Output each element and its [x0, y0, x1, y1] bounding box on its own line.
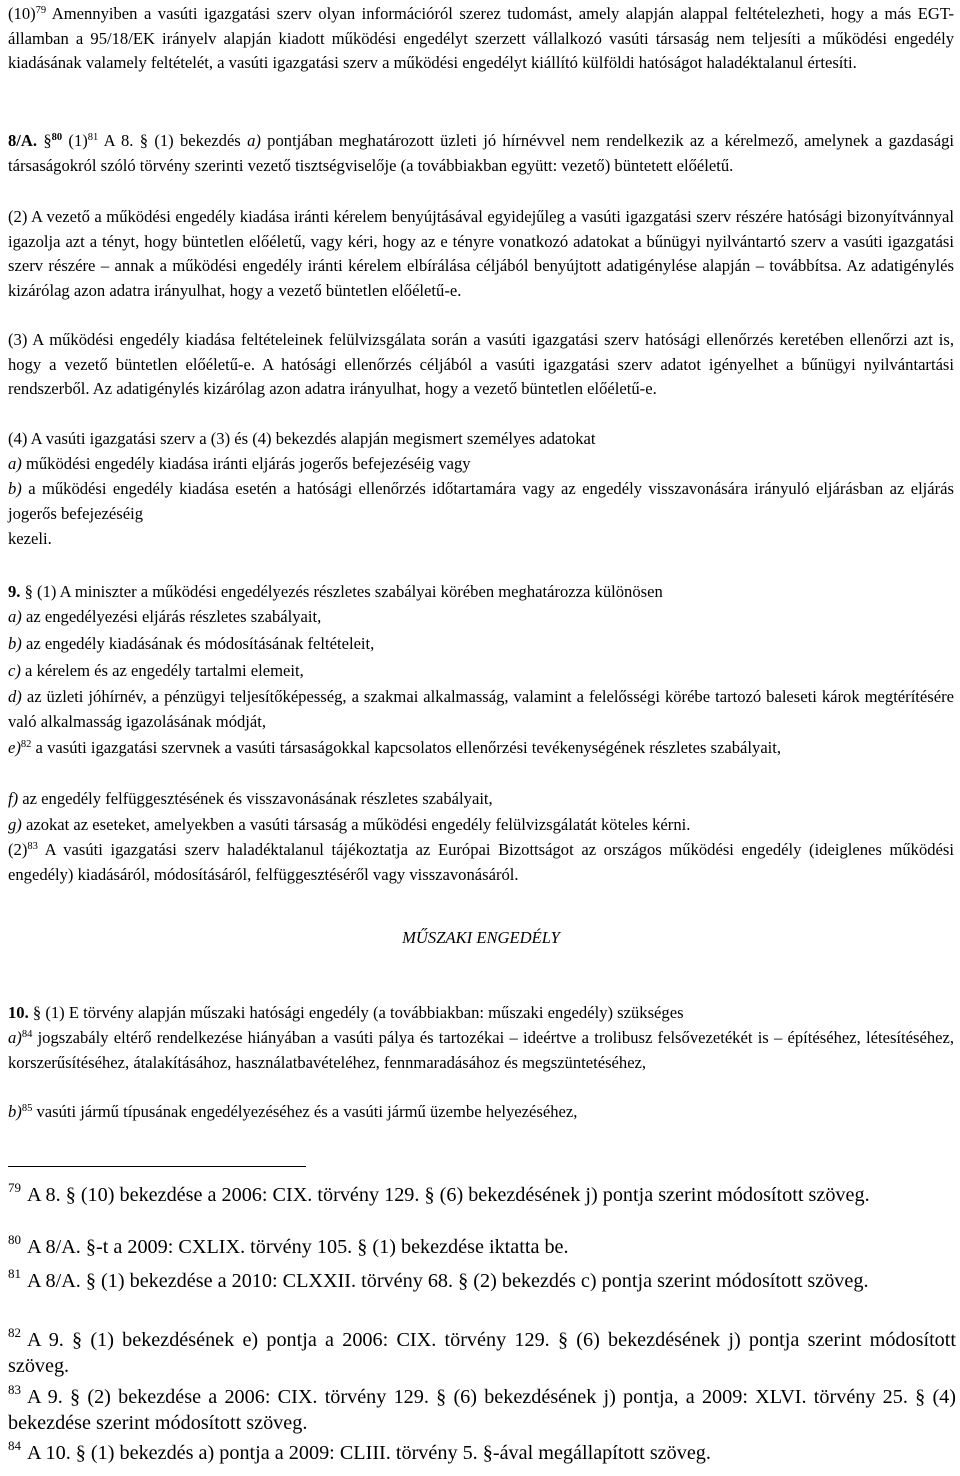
point-text: az üzleti jóhírnév, a pénzügyi teljesítőképesség, a szakmai alkalmasság, valamint a felelősségi körébe tartozó baleseti károk megtérítésére való alkalmasság igazolásának módját,	[8, 687, 954, 731]
footnote-ref[interactable]: 85	[21, 1103, 33, 1114]
paragraph-number: (2)	[8, 840, 28, 859]
section-8a-2: (2) A vezető a működési engedély kiadása iránti kérelem benyújtásával egyidejűleg a vasúti igazgatási szerv részére hatósági bizonyítvánnyal igazolja azt a tényt, hogy büntetlen előéletű, vagy kéri, hogy az e tényre vonatkozó adatokat a bűnügyi nyilvántartó szerv a vasúti igazgatási szerv részére – annak a működési engedély iránti kérelem elbírálása céljából benyújtott adatigénylése alapján – továbbítsa. Az adatigénylés kizárólag azon adatra irányulhat, hogy a vezető büntetlen előéletű-e.	[8, 207, 954, 300]
section-9-item-a	[8, 605, 954, 630]
point-label: a)	[8, 454, 22, 473]
footnote-text: A 9. § (2) bekezdése a 2006: CIX. törvény 129. § (6) bekezdésének j) pontja, a 2009: XLVI. törvény 25. § (4) bekezdése szerint módosított szöveg.	[8, 1386, 956, 1434]
footnote-ref[interactable]: 83	[27, 841, 38, 852]
point-text: a vasúti igazgatási szervnek a vasúti társaságokkal kapcsolatos ellenőrzési tevékenységének részletes szabályait,	[31, 738, 782, 757]
point-label: b)	[8, 634, 22, 653]
section-8a-4b	[8, 477, 954, 526]
point-label: d)	[8, 687, 22, 706]
point-text: a kérelem és az engedély tartalmi elemeit,	[20, 661, 304, 680]
footnote-number: 82	[8, 1325, 21, 1340]
footnote-number: 79	[8, 1180, 21, 1195]
footnote-text: A 8/A. § (1) bekezdése a 2010: CLXXII. törvény 68. § (2) bekezdés c) pontja szerint módosított szöveg.	[27, 1270, 869, 1292]
point-text: jogszabály eltérő rendelkezése hiányában a vasúti pálya és tartozékai – ideértve a trolibusz felsővezetékét is – építéséhez, létesítéséhez, korszerűsítéséhez, átalakításához, használatbavételéhez, fennmaradásához és megszüntetéséhez,	[8, 1028, 954, 1072]
section-10-b	[8, 1100, 954, 1125]
section-8a-4a	[8, 452, 954, 477]
point-text: az engedélyezési eljárás részletes szabályait,	[21, 607, 322, 626]
footnote-80	[8, 1234, 956, 1260]
point-label: b)	[8, 1102, 22, 1121]
point-label: g)	[8, 815, 22, 834]
paragraph-text: A vasúti igazgatási szerv haladéktalanul tájékoztatja az Európai Bizottságot az országos működési engedély (ideiglenes működési engedély) kiadásáról, módosításáról, felfüggesztéséről vagy visszavonásáról.	[8, 840, 954, 884]
point-label: f)	[8, 789, 19, 808]
point-label: e)	[8, 738, 21, 757]
paragraph-8-10	[8, 2, 954, 76]
footnote-84	[8, 1440, 956, 1466]
point-text: az engedély kiadásának és módosításának feltételeit,	[21, 634, 375, 653]
footnote-text: A 8/A. §-t a 2009: CXLIX. törvény 105. § (1) bekezdése iktatta be.	[27, 1236, 569, 1258]
point-text: vasúti jármű típusának engedélyezéséhez és a vasúti jármű üzembe helyezéséhez,	[32, 1102, 578, 1121]
footnote-ref[interactable]: 81	[87, 132, 99, 143]
section-10-a	[8, 1026, 954, 1075]
section-8a-4-end: kezeli.	[8, 529, 52, 548]
section-title: MŰSZAKI ENGEDÉLY	[402, 928, 560, 947]
section-mark: §	[43, 131, 52, 150]
point-text: a működési engedély kiadása esetén a hatósági ellenőrzés időtartamára vagy az engedély visszavonására irányuló eljárásban az eljárás jogerős befejezéséig	[8, 479, 954, 523]
paragraph-text: pontjában meghatározott üzleti jó hírnévvel nem rendelkezik az a kérelmező, amelynek a gazdasági társaságokról szóló törvény szerinti vezető tisztségviselője (a továbbiakban együtt: vezető) büntetett előéletű.	[8, 131, 954, 175]
section-9-item-g	[8, 813, 954, 838]
section-8a-3: (3) A működési engedély kiadása feltételeinek felülvizsgálata során a vasúti igazgatási szerv hatósági ellenőrzés keretében ellenőrzi azt is, hogy a vezető büntetlen előéletű-e. A hatósági ellenőrzés céljából a vasúti igazgatási szerv adatot igényelhet a bűnügyi nyilvántartási rendszerből. Az adatigénylés kizárólag azon adatra irányulhat, hogy a vezető büntetlen előéletű-e.	[8, 330, 954, 398]
paragraph-text: § (1) E törvény alapján műszaki hatósági engedély (a továbbiakban: műszaki engedély) szükséges	[28, 1003, 684, 1022]
footnote-79	[8, 1182, 956, 1208]
footnote-number: 80	[8, 1232, 21, 1247]
section-8a-4: (4) A vasúti igazgatási szerv a (3) és (4) bekezdés alapján megismert személyes adatokat	[8, 429, 596, 448]
footnote-81	[8, 1268, 956, 1294]
point-label: c)	[8, 661, 21, 680]
footnote-divider	[8, 1166, 306, 1167]
section-9-1	[8, 580, 954, 605]
section-9-item-c	[8, 659, 954, 684]
footnote-number: 81	[8, 1266, 21, 1281]
footnote-number: 83	[8, 1382, 21, 1397]
point-label: b)	[8, 479, 22, 498]
paragraph-text: A 8. § (1) bekezdés	[98, 131, 248, 150]
paragraph-text: § (1) A miniszter a működési engedélyezés részletes szabályai körében meghatározza különösen	[20, 582, 663, 601]
paragraph-number: (1)	[62, 131, 88, 150]
point-label: a)	[8, 1028, 22, 1047]
footnote-82	[8, 1327, 956, 1379]
footnote-text: A 10. § (1) bekezdés a) pontja a 2009: CLIII. törvény 5. §-ával megállapított szöveg.	[27, 1442, 711, 1464]
paragraph-text: Amennyiben a vasúti igazgatási szerv olyan információról szerez tudomást, amely alapján alappal feltételezheti, hogy a más EGT-államban a 95/18/EK irányelv alapján kiadott működési engedélyt szerzett vállalkozó vasúti társaság nem teljesíti a működési engedély kiadásának valamely feltételét, a vasúti igazgatási szerv a működési engedélyt kiállító külföldi hatóságot haladéktalanul értesíti.	[8, 4, 954, 72]
footnote-ref[interactable]: 79	[35, 5, 47, 16]
footnote-ref[interactable]: 82	[20, 739, 32, 750]
section-10-1	[8, 1001, 954, 1026]
footnote-83	[8, 1384, 956, 1436]
section-9-item-d	[8, 685, 954, 734]
section-9-item-b	[8, 632, 954, 657]
footnote-text: A 8. § (10) bekezdése a 2006: CIX. törvény 129. § (6) bekezdésének j) pontja szerint módosított szöveg.	[27, 1184, 870, 1206]
section-9-item-e	[8, 736, 954, 761]
section-9-item-f	[8, 787, 954, 812]
footnote-text: A 9. § (1) bekezdésének e) pontja a 2006: CIX. törvény 129. § (6) bekezdésének j) pontja szerint módosított szöveg.	[8, 1329, 956, 1377]
section-8a-1	[8, 129, 954, 178]
section-heading: 8/A.	[8, 131, 38, 150]
point-text: azokat az eseteket, amelyekben a vasúti társaság a működési engedély felülvizsgálatát köteles kérni.	[21, 815, 691, 834]
footnote-ref[interactable]: 84	[21, 1029, 33, 1040]
paragraph-number: (10)	[8, 4, 36, 23]
footnote-ref[interactable]: 80	[51, 132, 63, 143]
section-heading: 9.	[8, 582, 21, 601]
footnote-number: 84	[8, 1438, 21, 1453]
section-heading: 10.	[8, 1003, 29, 1022]
point-text: működési engedély kiadása iránti eljárás jogerős befejezéséig vagy	[21, 454, 471, 473]
section-9-2	[8, 838, 954, 887]
point-label: a)	[8, 607, 22, 626]
point-label: a)	[247, 131, 261, 150]
point-text: az engedély felfüggesztésének és visszavonásának részletes szabályait,	[18, 789, 493, 808]
